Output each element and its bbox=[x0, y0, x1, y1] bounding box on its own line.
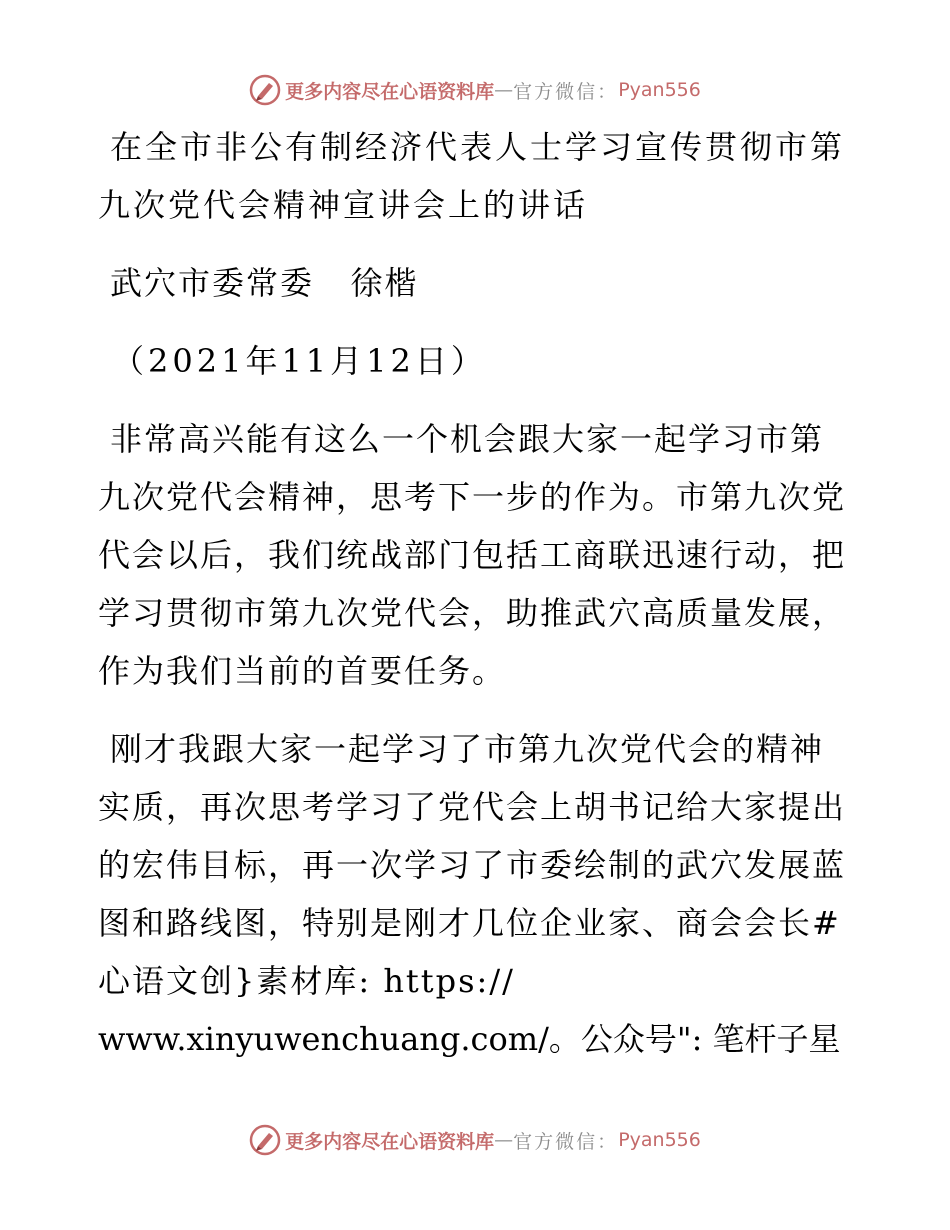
paragraph-2-line: www.xinyuwenchuang.com/。公众号": 笔杆子星 bbox=[98, 1020, 841, 1058]
footer-banner bbox=[0, 1120, 950, 1160]
paragraph-2 bbox=[98, 720, 858, 1068]
banner-official-label: 官方微信： bbox=[513, 1130, 619, 1153]
banner-wechat-id: Pyan556 bbox=[618, 1129, 701, 1151]
paragraph-2-line: 刚才我跟大家一起学习了市第九次党代会的精神 bbox=[110, 730, 825, 768]
paragraph-1 bbox=[98, 410, 858, 700]
paragraph-1-line: 非常高兴能有这么一个机会跟大家一起学习市第 bbox=[110, 420, 825, 458]
paragraph-1-line: 代会以后，我们统战部门包括工商联迅速行动，把 bbox=[98, 536, 847, 574]
header-banner bbox=[0, 70, 950, 110]
paragraph-1-line: 九次党代会精神，思考下一步的作为。市第九次党 bbox=[98, 478, 847, 516]
date-line: （2021年11月12日） bbox=[112, 342, 487, 380]
banner-official-label: 官方微信： bbox=[513, 80, 619, 103]
paragraph-1-line: 学习贯彻市第九次党代会，助推武穴高质量发展， bbox=[98, 594, 847, 632]
banner-dash: — bbox=[494, 79, 514, 101]
paragraph-2-line: 心语文创}素材库: https:// bbox=[98, 962, 515, 1000]
paragraph-2-line: 实质，再次思考学习了党代会上胡书记给大家提出 bbox=[98, 788, 847, 826]
banner-dash: — bbox=[494, 1129, 514, 1151]
paragraph-2-line: 图和路线图，特别是刚才几位企业家、商会会长# bbox=[98, 904, 841, 942]
title-line-1: 在全市非公有制经济代表人士学习宣传贯彻市第 bbox=[110, 128, 846, 166]
paragraph-1-line: 作为我们当前的首要任务。 bbox=[98, 652, 507, 690]
author-line: 武穴市委常委 徐楷 bbox=[110, 264, 419, 302]
paragraph-2-line: 的宏伟目标，再一次学习了市委绘制的武穴发展蓝 bbox=[98, 846, 847, 884]
banner-text: 更多内容尽在心语资料库 bbox=[285, 80, 495, 103]
banner-wechat-id: Pyan556 bbox=[618, 79, 701, 101]
document-body bbox=[98, 118, 858, 1068]
title-line-2: 九次党代会精神宣讲会上的讲话 bbox=[98, 186, 589, 224]
pen-logo-icon bbox=[249, 74, 281, 106]
pen-logo-icon bbox=[249, 1124, 281, 1156]
banner-text: 更多内容尽在心语资料库 bbox=[285, 1130, 495, 1153]
